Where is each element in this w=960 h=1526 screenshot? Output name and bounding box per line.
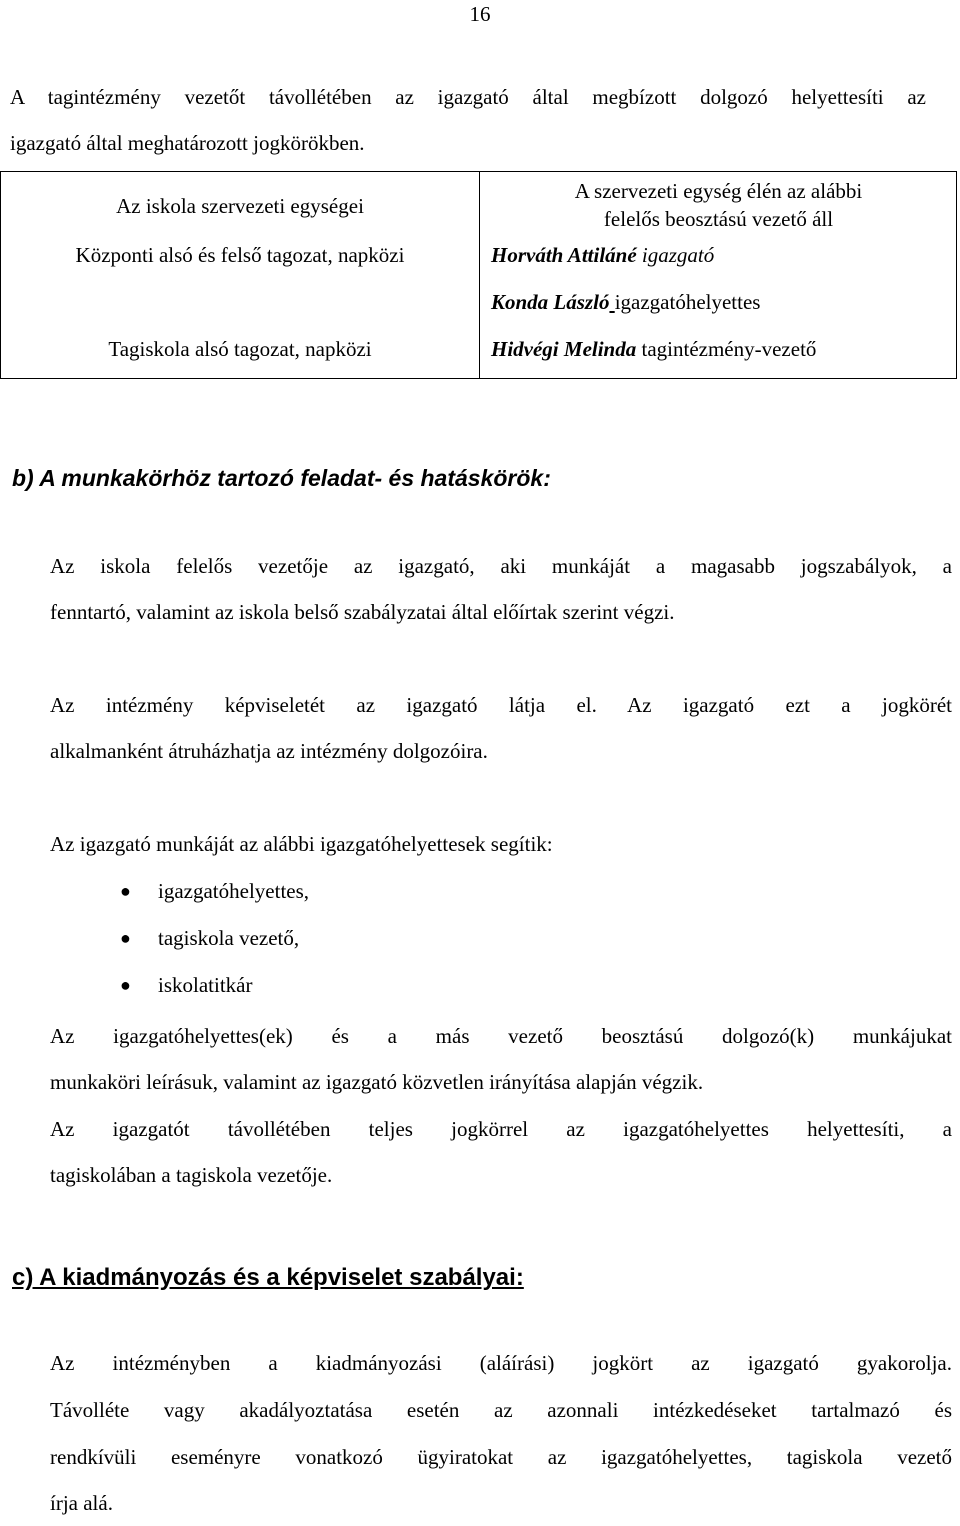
- table-row-leader-principal: [491, 241, 951, 269]
- section-b-para4-line2: munkaköri leírásuk, valamint az igazgató közvetlen irányítása alapján végzik.: [50, 1070, 704, 1094]
- table-row-leader-deputy: [491, 288, 951, 316]
- section-c-heading: c) A kiadmányozás és a képviselet szabályai:: [12, 1264, 524, 1291]
- leader-role: igazgató: [641, 243, 715, 267]
- list-item: tagiskola vezető,: [158, 926, 300, 950]
- table-header-units: Az iskola szervezeti egységei: [116, 194, 364, 218]
- section-c-line1: Az intézményben a kiadmányozási (aláírási) jogkört az igazgató gyakorolja.: [50, 1351, 952, 1375]
- section-b-para5-line2: tagiskolában a tagiskola vezetője.: [50, 1163, 333, 1187]
- leader-name: Horváth Attiláné: [491, 243, 637, 267]
- section-b-para5-line1: Az igazgatót távollétében teljes jogkörrel az igazgatóhelyettes helyettesíti, a: [50, 1117, 952, 1141]
- bullet-icon: ●: [120, 928, 131, 948]
- table-header-leaders-line2: felelős beosztású vezető áll: [603, 207, 834, 231]
- table-row-leader-branch: [491, 335, 951, 363]
- bullet-icon: ●: [120, 975, 131, 995]
- leader-role: igazgatóhelyettes: [614, 290, 761, 314]
- leader-name: Hidvégi Melinda: [491, 337, 637, 361]
- intro-line-2: igazgató által meghatározott jogkörökben.: [10, 131, 365, 155]
- section-b-para2-line1: Az intézmény képviseletét az igazgató látja el. Az igazgató ezt a jogkörét: [50, 693, 952, 717]
- section-b-heading: b) A munkakörhöz tartozó feladat- és hatáskörök:: [12, 465, 551, 491]
- section-b-para1-line2: fenntartó, valamint az iskola belső szabályzatai által előírtak szerint végzi.: [50, 600, 675, 624]
- section-c-line2: Távolléte vagy akadályoztatása esetén az azonnali intézkedéseket tartalmazó és: [50, 1398, 952, 1422]
- section-b-para2-line2: alkalmanként átruházhatja az intézmény dolgozóira.: [50, 739, 488, 763]
- leader-role: tagintézmény-vezető: [641, 337, 817, 361]
- leader-name: Konda László: [491, 290, 610, 314]
- section-c-line3: rendkívüli eseményre vonatkozó ügyiratokat az igazgatóhelyettes, tagiskola vezető: [50, 1445, 952, 1469]
- list-item: iskolatitkár: [158, 973, 253, 997]
- table-row-unit-branch: Tagiskola alsó tagozat, napközi: [108, 337, 372, 361]
- page-number: 16: [469, 2, 491, 26]
- section-c-line4: írja alá.: [50, 1491, 113, 1515]
- table-row-unit-central: Központi alsó és felső tagozat, napközi: [75, 243, 405, 267]
- section-b-para4-line1: Az igazgatóhelyettes(ek) és a más vezető beosztású dolgozó(k) munkájukat: [50, 1024, 952, 1048]
- section-b-para3: Az igazgató munkáját az alábbi igazgatóhelyettesek segítik:: [50, 832, 553, 856]
- intro-line-1: A tagintézmény vezetőt távollétében az igazgató által megbízott dolgozó helyettesíti az: [10, 85, 926, 109]
- bullet-icon: ●: [120, 881, 131, 901]
- list-item: igazgatóhelyettes,: [158, 879, 310, 903]
- org-units-table: [0, 171, 957, 379]
- table-header-leaders-line1: A szervezeti egység élén az alábbi: [574, 179, 863, 203]
- section-b-para1-line1: Az iskola felelős vezetője az igazgató, aki munkáját a magasabb jogszabályok, a: [50, 554, 952, 578]
